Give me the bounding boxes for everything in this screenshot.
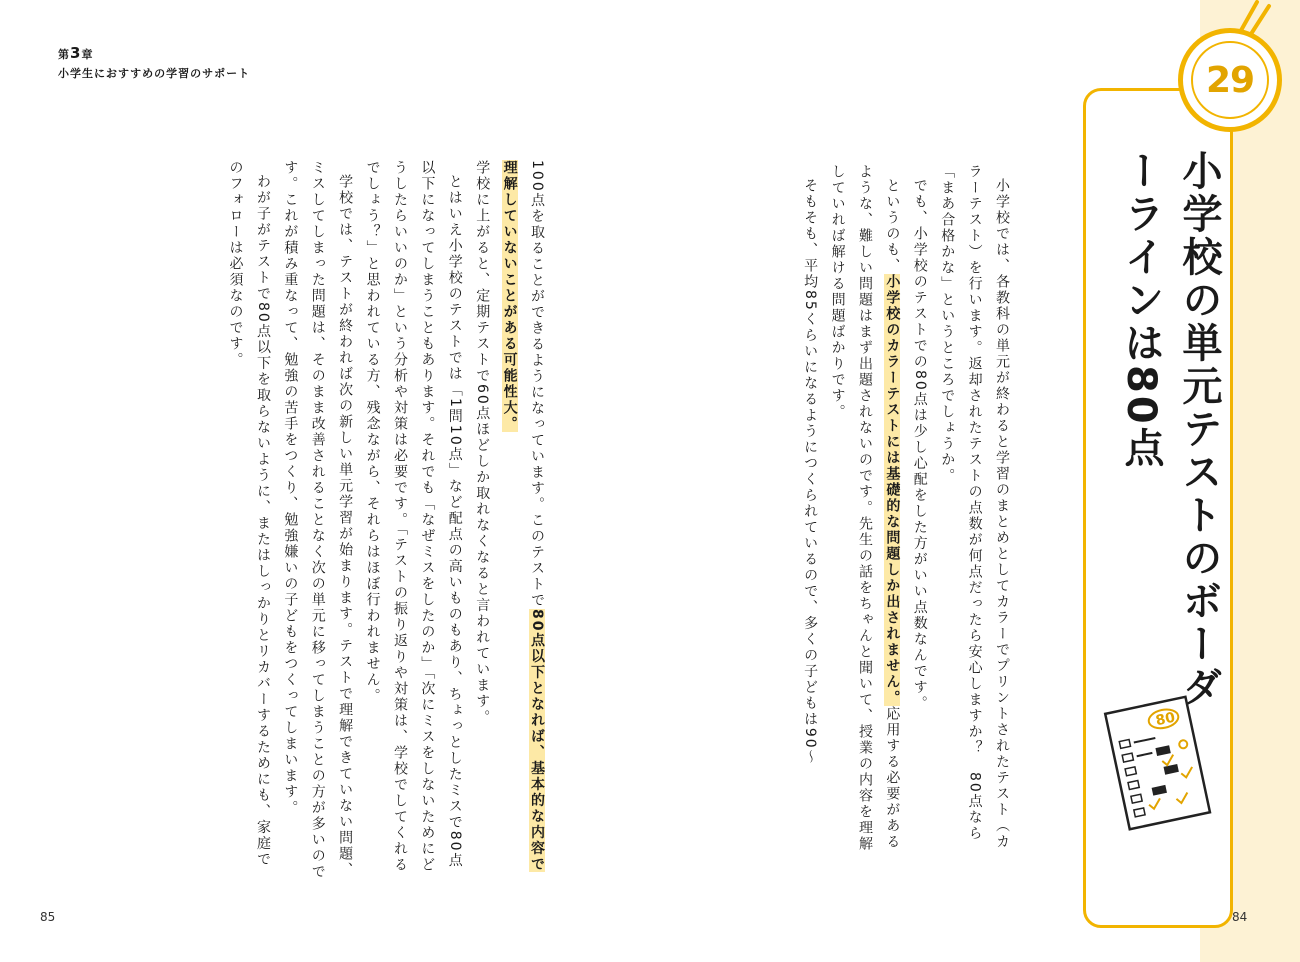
page-number-right: 84 — [1232, 910, 1248, 924]
page-number-left: 85 — [40, 910, 56, 924]
right-page — [650, 0, 1300, 962]
left-body-text — [88, 160, 550, 880]
body-paragraph: そもそも、平均85くらいになるようにつくられているので、多くの子どもは90～ — [802, 178, 819, 766]
chapter-label: 第3章 — [58, 44, 94, 62]
body-paragraph: でも、小学校のテストでの80点は少し心配をした方がいい点数なんです。 — [911, 178, 928, 712]
badge-number: 29 — [1205, 59, 1255, 101]
test-paper-icon — [1103, 690, 1213, 840]
badge-inner-ring — [1191, 41, 1269, 119]
body-paragraph: というのも、小学校のカラーテストには基礎的な問題しか出されません。応用する必要があるような、難しい問題はまず出題されないのです。先生の話をちゃんと聞いて、授業の内容を理解していれば解ける問題ばかりです。 — [829, 164, 901, 852]
body-paragraph: 小学校では、各教科の単元が終わると学習のまとめとしてカラーでプリントされたテスト（カラーテスト）を行います。返却されたテストの点数が何点だったら安心しますか？ 80点なら「まあ合格かな」というところでしょうか。 — [939, 164, 1010, 850]
score-text: 80 — [1154, 709, 1177, 730]
chapter-header — [58, 44, 250, 81]
chapter-number: 3 — [70, 44, 82, 62]
chapter-subtitle: 小学生におすすめの学習のサポート — [58, 67, 251, 80]
body-paragraph: 学校では、テストが終われば次の新しい単元学習が始まります。テストで理解できていない問題、ミスしてしまった問題は、そのまま改善されることなく次の単元に移ってしまうことの方が多いのです。これが積み重なって、勉強の苦手をつくり、勉強嫌いの子どもをつくってしまいます。 — [282, 160, 354, 880]
section-number-badge — [1178, 28, 1282, 132]
body-paragraph: わが子がテストで80点以下を取らないように、またはしっかりとリカバーするためにも、家庭でのフォローは必須なのです。 — [227, 160, 271, 868]
body-paragraph: 100点を取ることができるようになっています。このテストで80点以下となれば、基本的な内容で理解していないことがある可能性大。 — [501, 160, 545, 873]
highlight-text: 小学校のカラーテストには基礎的な問題しか出されません。 — [884, 274, 901, 706]
highlight-text: 80点以下となれば、基本的な内容で理解していないことがある可能性大。 — [501, 160, 545, 873]
section-title: 小学校の単元テストのボーダーラインは80点 — [1118, 150, 1222, 709]
right-body-text — [775, 164, 1015, 864]
body-paragraph: とはいえ小学校のテストでは「1問10点」など配点の高いものもあり、ちょっとしたミスで80点以下になってしまうこともあります。それでも「なぜミスをしたのか」「次にミスをしないためにどうしたらいいのか」という分析や対策は必要です。「テストの振り返りや対策は、学校でしてくれるでしょう？」と思われている方、残念ながら、それらはほぼ行われません。 — [364, 160, 463, 873]
body-paragraph: 学校に上がると、定期テストで60点ほどしか取れなくなると言われています。 — [474, 160, 491, 726]
